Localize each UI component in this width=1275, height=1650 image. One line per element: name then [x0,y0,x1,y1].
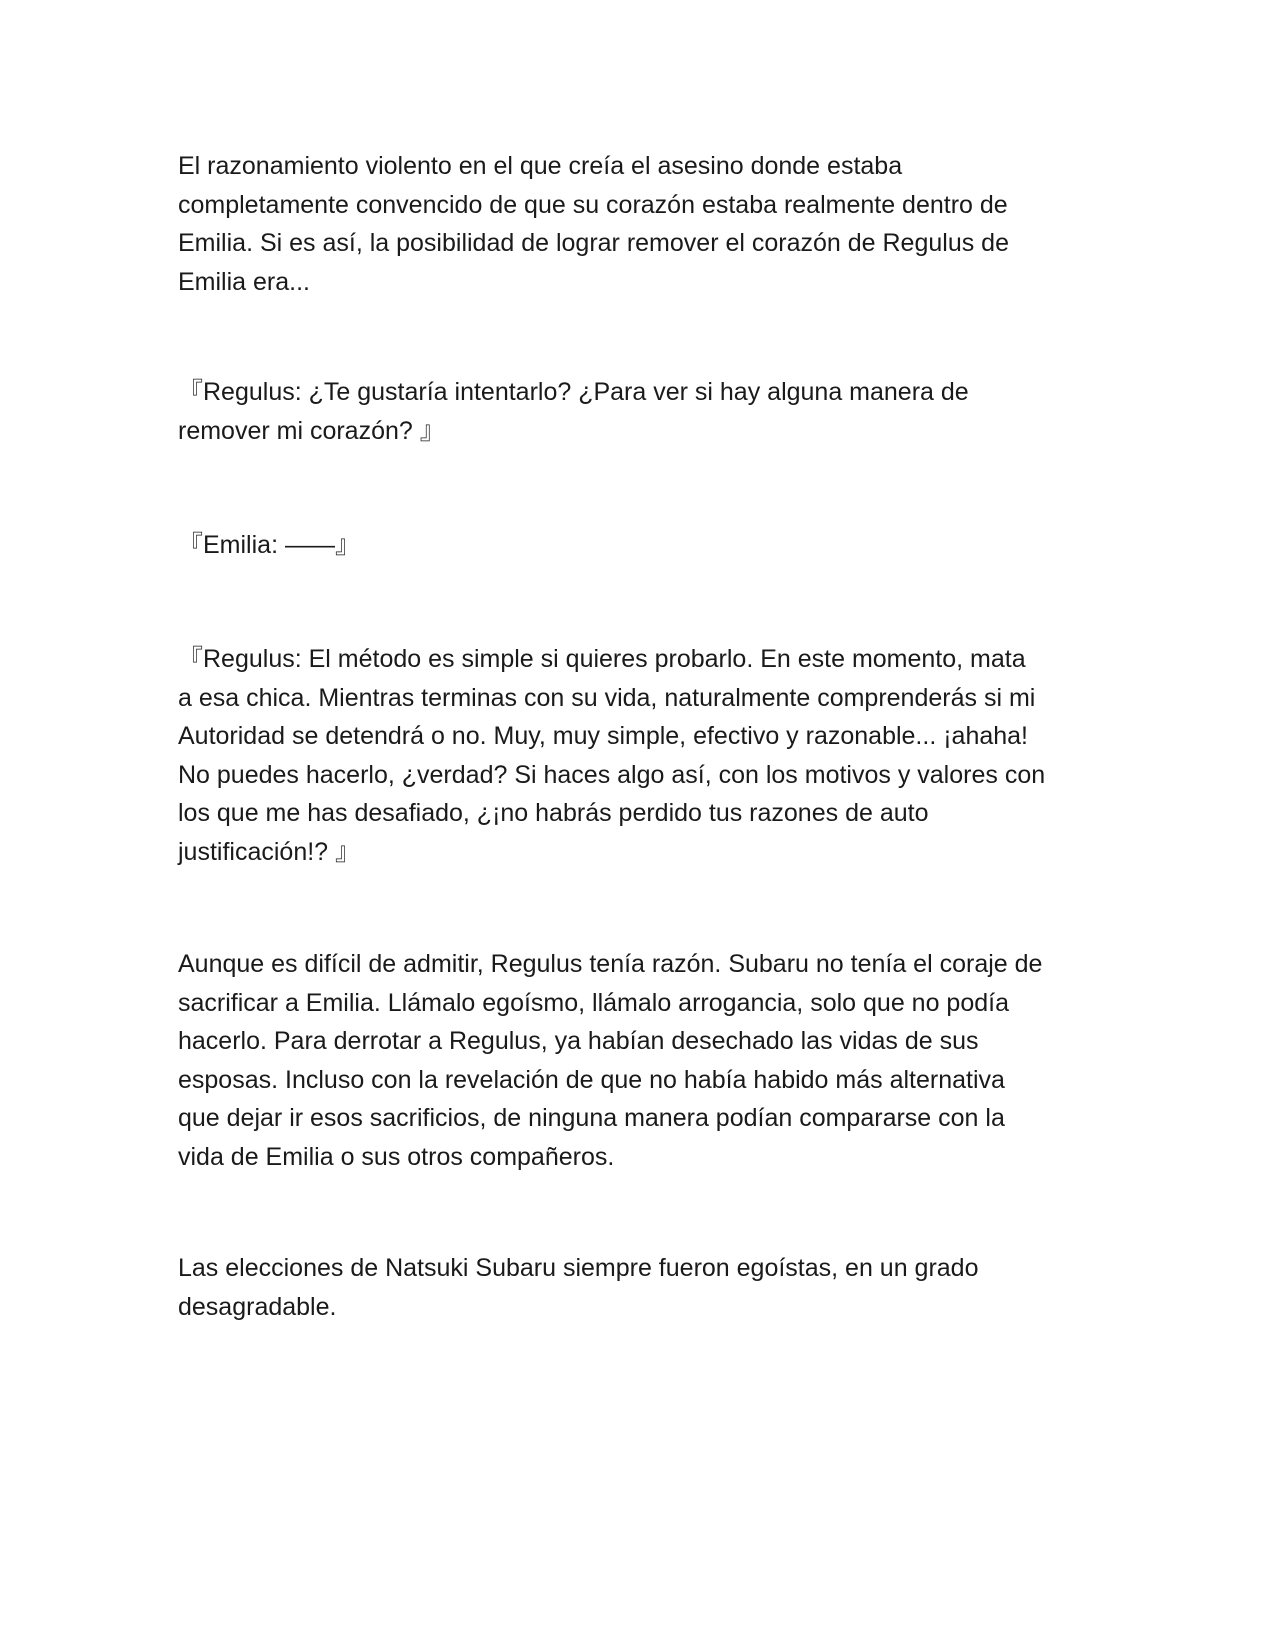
narration-paragraph: Aunque es difícil de admitir, Regulus tenía razón. Subaru no tenía el coraje de sacrificar a Emilia. Llámalo egoísmo, llámalo arrogancia, solo que no podía hacerlo. Para derrotar a Regulus, ya habían desechado las vidas de sus esposas. Incluso con la revelación de que no había habido más alternativa que dejar ir esos sacrificios, de ninguna manera podían compararse con la vida de Emilia o sus otros compañeros. [178,950,1043,1171]
dialogue-regulus-2: 『Regulus: El método es simple si quieres probarlo. En este momento, mata a esa chica. Mientras terminas con su vida, naturalmente comprenderás si mi Autoridad se detendrá o no. Muy, muy simple, efectivo y razonable... ¡ahaha! No puedes hacerlo, ¿verdad? Si haces algo así, con los motivos y valores con los que me has desafiado, ¿¡no habrás perdido tus razones de auto justificación!? 』 [178,645,1046,866]
dialogue-regulus-1: 『Regulus: ¿Te gustaría intentarlo? ¿Para ver si hay alguna manera de remover mi corazón? 』 [178,378,969,445]
dialogue-emilia: 『Emilia: ——』 [178,531,360,559]
narration-paragraph: Las elecciones de Natsuki Subaru siempre fueron egoístas, en un grado desagradable. [178,1254,979,1321]
narration-paragraph: El razonamiento violento en el que creía el asesino donde estaba completamente convencido de que su corazón estaba realmente dentro de Emilia. Si es así, la posibilidad de lograr remover el corazón de Regulus de Emilia era... [178,152,1009,296]
